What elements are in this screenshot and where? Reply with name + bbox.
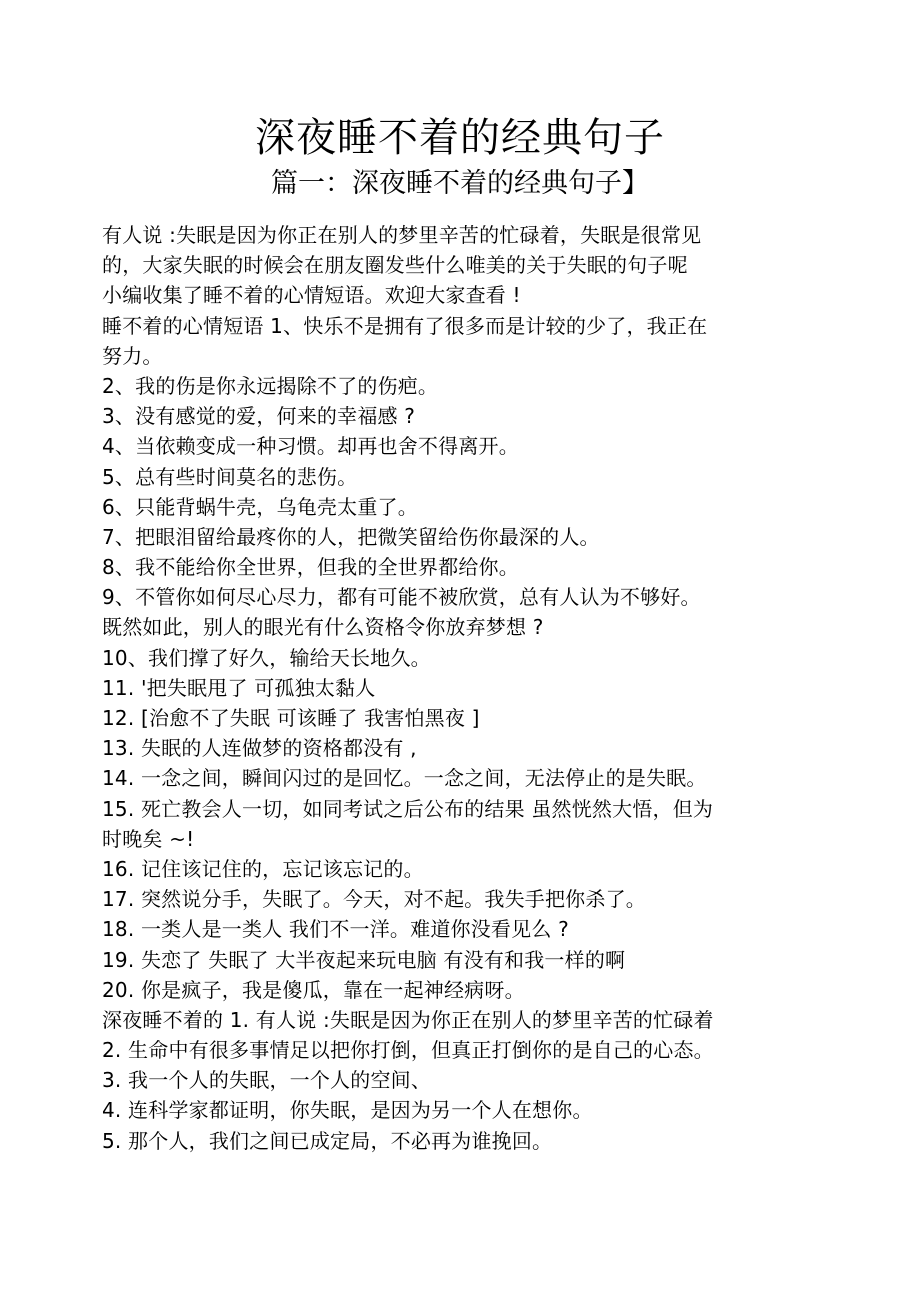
text-line: 11. '把失眠甩了 可孤独太黏人 (102, 675, 376, 700)
text-line: 4. 连科学家都证明，你失眠，是因为另一个人在想你。 (102, 1098, 593, 1123)
text-line: 7、把眼泪留给最疼你的人，把微笑留给伤你最深的人。 (102, 524, 600, 549)
text-line: 的，大家失眠的时候会在朋友圈发些什么唯美的关于失眠的句子呢 (102, 253, 688, 278)
text-line: 5. 那个人，我们之间已成定局，不必再为谁挽回。 (102, 1128, 553, 1153)
text-line: 12. [治愈不了失眠 可该睡了 我害怕黑夜 ] (102, 706, 480, 730)
text-line: 小编收集了睡不着的心情短语。欢迎大家查看 ! (102, 283, 521, 308)
text-line: 18. 一类人是一类人 我们不一洋。难道你没看见么 ? (102, 917, 569, 942)
text-line: 3、没有感觉的爱，何来的幸福感 ? (102, 404, 416, 429)
text-line: 10、我们撑了好久，输给天长地久。 (102, 645, 431, 670)
text-line: 19. 失恋了 失眠了 大半夜起来玩电脑 有没有和我一样的啊 (102, 947, 626, 972)
text-line: 2、我的伤是你永远揭除不了的伤疤。 (102, 373, 439, 398)
text-line: 14. 一念之间，瞬间闪过的是回忆。一念之间，无法停止的是失眠。 (102, 766, 707, 791)
text-line: 睡不着的心情短语 1、快乐不是拥有了很多而是计较的少了，我正在 (102, 313, 708, 338)
text-line: 17. 突然说分手，失眠了。今天，对不起。我失手把你杀了。 (102, 887, 646, 912)
text-line: 深夜睡不着的 1. 有人说 :失眠是因为你正在别人的梦里辛苦的忙碌着 (102, 1007, 714, 1032)
text-line: 9、不管你如何尽心尽力，都有可能不被欣赏，总有人认为不够好。 (102, 585, 701, 610)
text-line: 既然如此，别人的眼光有什么资格令你放弃梦想 ? (102, 615, 544, 640)
text-line: 时晚矣 ~! (102, 826, 195, 851)
text-line: 2. 生命中有很多事情足以把你打倒，但真正打倒你的是自己的心态。 (102, 1038, 714, 1063)
text-line: 15. 死亡教会人一切，如同考试之后公布的结果 虽然恍然大悟，但为 (102, 796, 714, 821)
text-line: 8、我不能给你全世界，但我的全世界都给你。 (102, 555, 519, 580)
text-line: 4、当依赖变成一种习惯。却再也舍不得离开。 (102, 434, 519, 459)
text-line: 20. 你是疯子，我是傻瓜，靠在一起神经病呀。 (102, 977, 525, 1002)
text-line: 6、只能背蜗牛壳，乌龟壳太重了。 (102, 494, 418, 519)
text-line: 16. 记住该记住的，忘记该忘记的。 (102, 856, 424, 881)
document-body (102, 220, 822, 1156)
text-line: 努力。 (102, 343, 163, 368)
text-line: 有人说 :失眠是因为你正在别人的梦里辛苦的忙碌着，失眠是很常见 (102, 223, 702, 247)
text-line: 13. 失眠的人连做梦的资格都没有 , (102, 736, 417, 761)
text-line: 5、总有些时间莫名的悲伤。 (102, 464, 358, 489)
document-subtitle: 篇一：深夜睡不着的经典句子】 (271, 168, 649, 199)
document-title: 深夜睡不着的经典句子 (255, 115, 665, 161)
text-line: 3. 我一个人的失眠，一个人的空间、 (102, 1068, 432, 1093)
